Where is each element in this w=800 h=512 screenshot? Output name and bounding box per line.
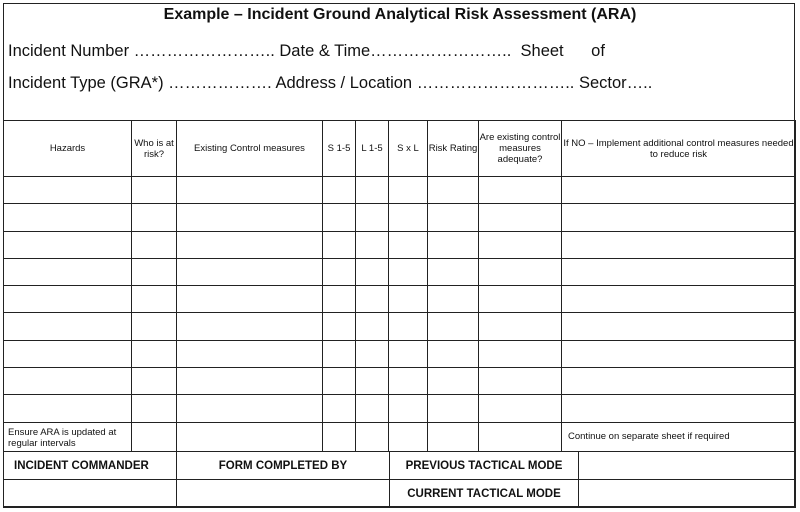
- table-cell[interactable]: [389, 368, 428, 395]
- table-header-row: [4, 121, 796, 177]
- table-cell[interactable]: [132, 422, 177, 451]
- table-cell[interactable]: [389, 258, 428, 285]
- table-cell[interactable]: [389, 340, 428, 367]
- table-cell[interactable]: [356, 204, 389, 231]
- table-note-row: [4, 422, 796, 451]
- table-cell[interactable]: [479, 204, 562, 231]
- table-cell[interactable]: [323, 177, 356, 204]
- header-adequate: Are existing control measures adequate?: [479, 121, 562, 177]
- table-cell[interactable]: [356, 258, 389, 285]
- incident-number-line: Incident Number …………………….. Date & Time…………………….. Sheet of: [8, 42, 605, 60]
- table-cell[interactable]: [479, 340, 562, 367]
- table-cell[interactable]: [4, 204, 132, 231]
- table-cell[interactable]: [4, 395, 132, 422]
- table-row: [4, 204, 796, 231]
- table-cell[interactable]: [479, 368, 562, 395]
- table-cell[interactable]: [389, 204, 428, 231]
- table-cell[interactable]: [428, 340, 479, 367]
- form-title: Example – Incident Ground Analytical Risk Assessment (ARA): [163, 6, 637, 23]
- table-cell[interactable]: [428, 177, 479, 204]
- table-row: [4, 395, 796, 422]
- table-cell[interactable]: [177, 422, 323, 451]
- table-cell[interactable]: [479, 313, 562, 340]
- table-cell[interactable]: [177, 313, 323, 340]
- table-cell[interactable]: [4, 231, 132, 258]
- table-cell[interactable]: [428, 368, 479, 395]
- table-cell[interactable]: [177, 286, 323, 313]
- table-row: [4, 313, 796, 340]
- table-cell[interactable]: [562, 258, 796, 285]
- table-row: [4, 368, 796, 395]
- table-cell[interactable]: [562, 340, 796, 367]
- footer-row: [4, 452, 796, 480]
- table-cell[interactable]: [389, 422, 428, 451]
- table-cell[interactable]: [323, 258, 356, 285]
- table-cell[interactable]: [177, 395, 323, 422]
- table-cell[interactable]: [389, 286, 428, 313]
- table-row: [4, 340, 796, 367]
- header-risk-rating: Risk Rating: [428, 121, 479, 177]
- table-cell[interactable]: [132, 177, 177, 204]
- table-cell[interactable]: [562, 395, 796, 422]
- table-cell[interactable]: [4, 177, 132, 204]
- previous-tactical-mode-label: PREVIOUS TACTICAL MODE: [390, 452, 579, 480]
- table-cell[interactable]: [428, 395, 479, 422]
- previous-tactical-mode-field[interactable]: [579, 452, 796, 480]
- footer-table: [3, 451, 796, 508]
- table-cell[interactable]: [4, 286, 132, 313]
- table-cell[interactable]: [323, 231, 356, 258]
- table-cell[interactable]: [479, 231, 562, 258]
- table-cell[interactable]: [562, 177, 796, 204]
- table-cell[interactable]: [356, 422, 389, 451]
- table-cell[interactable]: [428, 204, 479, 231]
- table-cell[interactable]: [562, 231, 796, 258]
- form-completed-by-label: FORM COMPLETED BY: [177, 452, 390, 480]
- table-cell[interactable]: [389, 313, 428, 340]
- table-cell[interactable]: [479, 422, 562, 451]
- incident-type-line: Incident Type (GRA*) ………………. Address / Location ……………………….. Sector…..: [8, 74, 653, 92]
- header-likelihood: L 1-5: [356, 121, 389, 177]
- table-cell[interactable]: [356, 340, 389, 367]
- header-who-at-risk: Who is at risk?: [132, 121, 177, 177]
- table-row: [4, 286, 796, 313]
- table-cell[interactable]: [132, 204, 177, 231]
- table-cell[interactable]: [479, 177, 562, 204]
- table-cell[interactable]: [428, 286, 479, 313]
- table-cell[interactable]: [479, 258, 562, 285]
- table-cell[interactable]: [132, 368, 177, 395]
- current-tactical-mode-label: CURRENT TACTICAL MODE: [390, 480, 579, 508]
- table-cell[interactable]: [428, 422, 479, 451]
- table-row: [4, 231, 796, 258]
- table-cell[interactable]: [323, 286, 356, 313]
- table-cell[interactable]: [389, 231, 428, 258]
- continue-sheet-note: Continue on separate sheet if required: [562, 422, 796, 451]
- table-cell[interactable]: [356, 368, 389, 395]
- table-cell[interactable]: [356, 286, 389, 313]
- table-cell[interactable]: [389, 177, 428, 204]
- table-cell[interactable]: [323, 204, 356, 231]
- table-cell[interactable]: [356, 231, 389, 258]
- table-cell[interactable]: [132, 231, 177, 258]
- table-cell[interactable]: [4, 340, 132, 367]
- table-cell[interactable]: [562, 204, 796, 231]
- table-cell[interactable]: [132, 286, 177, 313]
- header-existing-controls: Existing Control measures: [177, 121, 323, 177]
- header-additional-controls: If NO – Implement additional control measures needed to reduce risk: [562, 121, 796, 177]
- hazard-table: [3, 120, 796, 452]
- table-cell[interactable]: [177, 258, 323, 285]
- table-cell[interactable]: [323, 313, 356, 340]
- table-cell[interactable]: [428, 258, 479, 285]
- table-cell[interactable]: [132, 258, 177, 285]
- table-cell[interactable]: [323, 368, 356, 395]
- table-cell[interactable]: [479, 395, 562, 422]
- table-cell[interactable]: [4, 313, 132, 340]
- table-cell[interactable]: [4, 368, 132, 395]
- table-cell[interactable]: [177, 368, 323, 395]
- table-cell[interactable]: [132, 313, 177, 340]
- table-row: [4, 177, 796, 204]
- form-completed-by-field[interactable]: [177, 480, 390, 508]
- footer-row: [4, 480, 796, 508]
- header-hazards: Hazards: [4, 121, 132, 177]
- table-cell[interactable]: [132, 395, 177, 422]
- table-cell[interactable]: [428, 313, 479, 340]
- table-cell[interactable]: [562, 286, 796, 313]
- table-cell[interactable]: [356, 177, 389, 204]
- update-reminder-note: Ensure ARA is updated at regular intervals: [4, 422, 132, 451]
- table-cell[interactable]: [428, 231, 479, 258]
- current-tactical-mode-field[interactable]: [579, 480, 796, 508]
- table-cell[interactable]: [356, 395, 389, 422]
- table-cell[interactable]: [323, 395, 356, 422]
- table-cell[interactable]: [389, 395, 428, 422]
- table-cell[interactable]: [562, 368, 796, 395]
- table-cell[interactable]: [132, 340, 177, 367]
- incident-commander-field[interactable]: [4, 480, 177, 508]
- table-cell[interactable]: [323, 340, 356, 367]
- table-cell[interactable]: [4, 258, 132, 285]
- table-row: [4, 258, 796, 285]
- table-cell[interactable]: [177, 204, 323, 231]
- table-cell[interactable]: [177, 340, 323, 367]
- table-cell[interactable]: [177, 177, 323, 204]
- header-s-x-l: S x L: [389, 121, 428, 177]
- header-severity: S 1-5: [323, 121, 356, 177]
- table-cell[interactable]: [177, 231, 323, 258]
- table-cell[interactable]: [479, 286, 562, 313]
- table-cell[interactable]: [356, 313, 389, 340]
- table-cell[interactable]: [562, 313, 796, 340]
- table-cell[interactable]: [323, 422, 356, 451]
- incident-commander-label: INCIDENT COMMANDER: [4, 452, 177, 480]
